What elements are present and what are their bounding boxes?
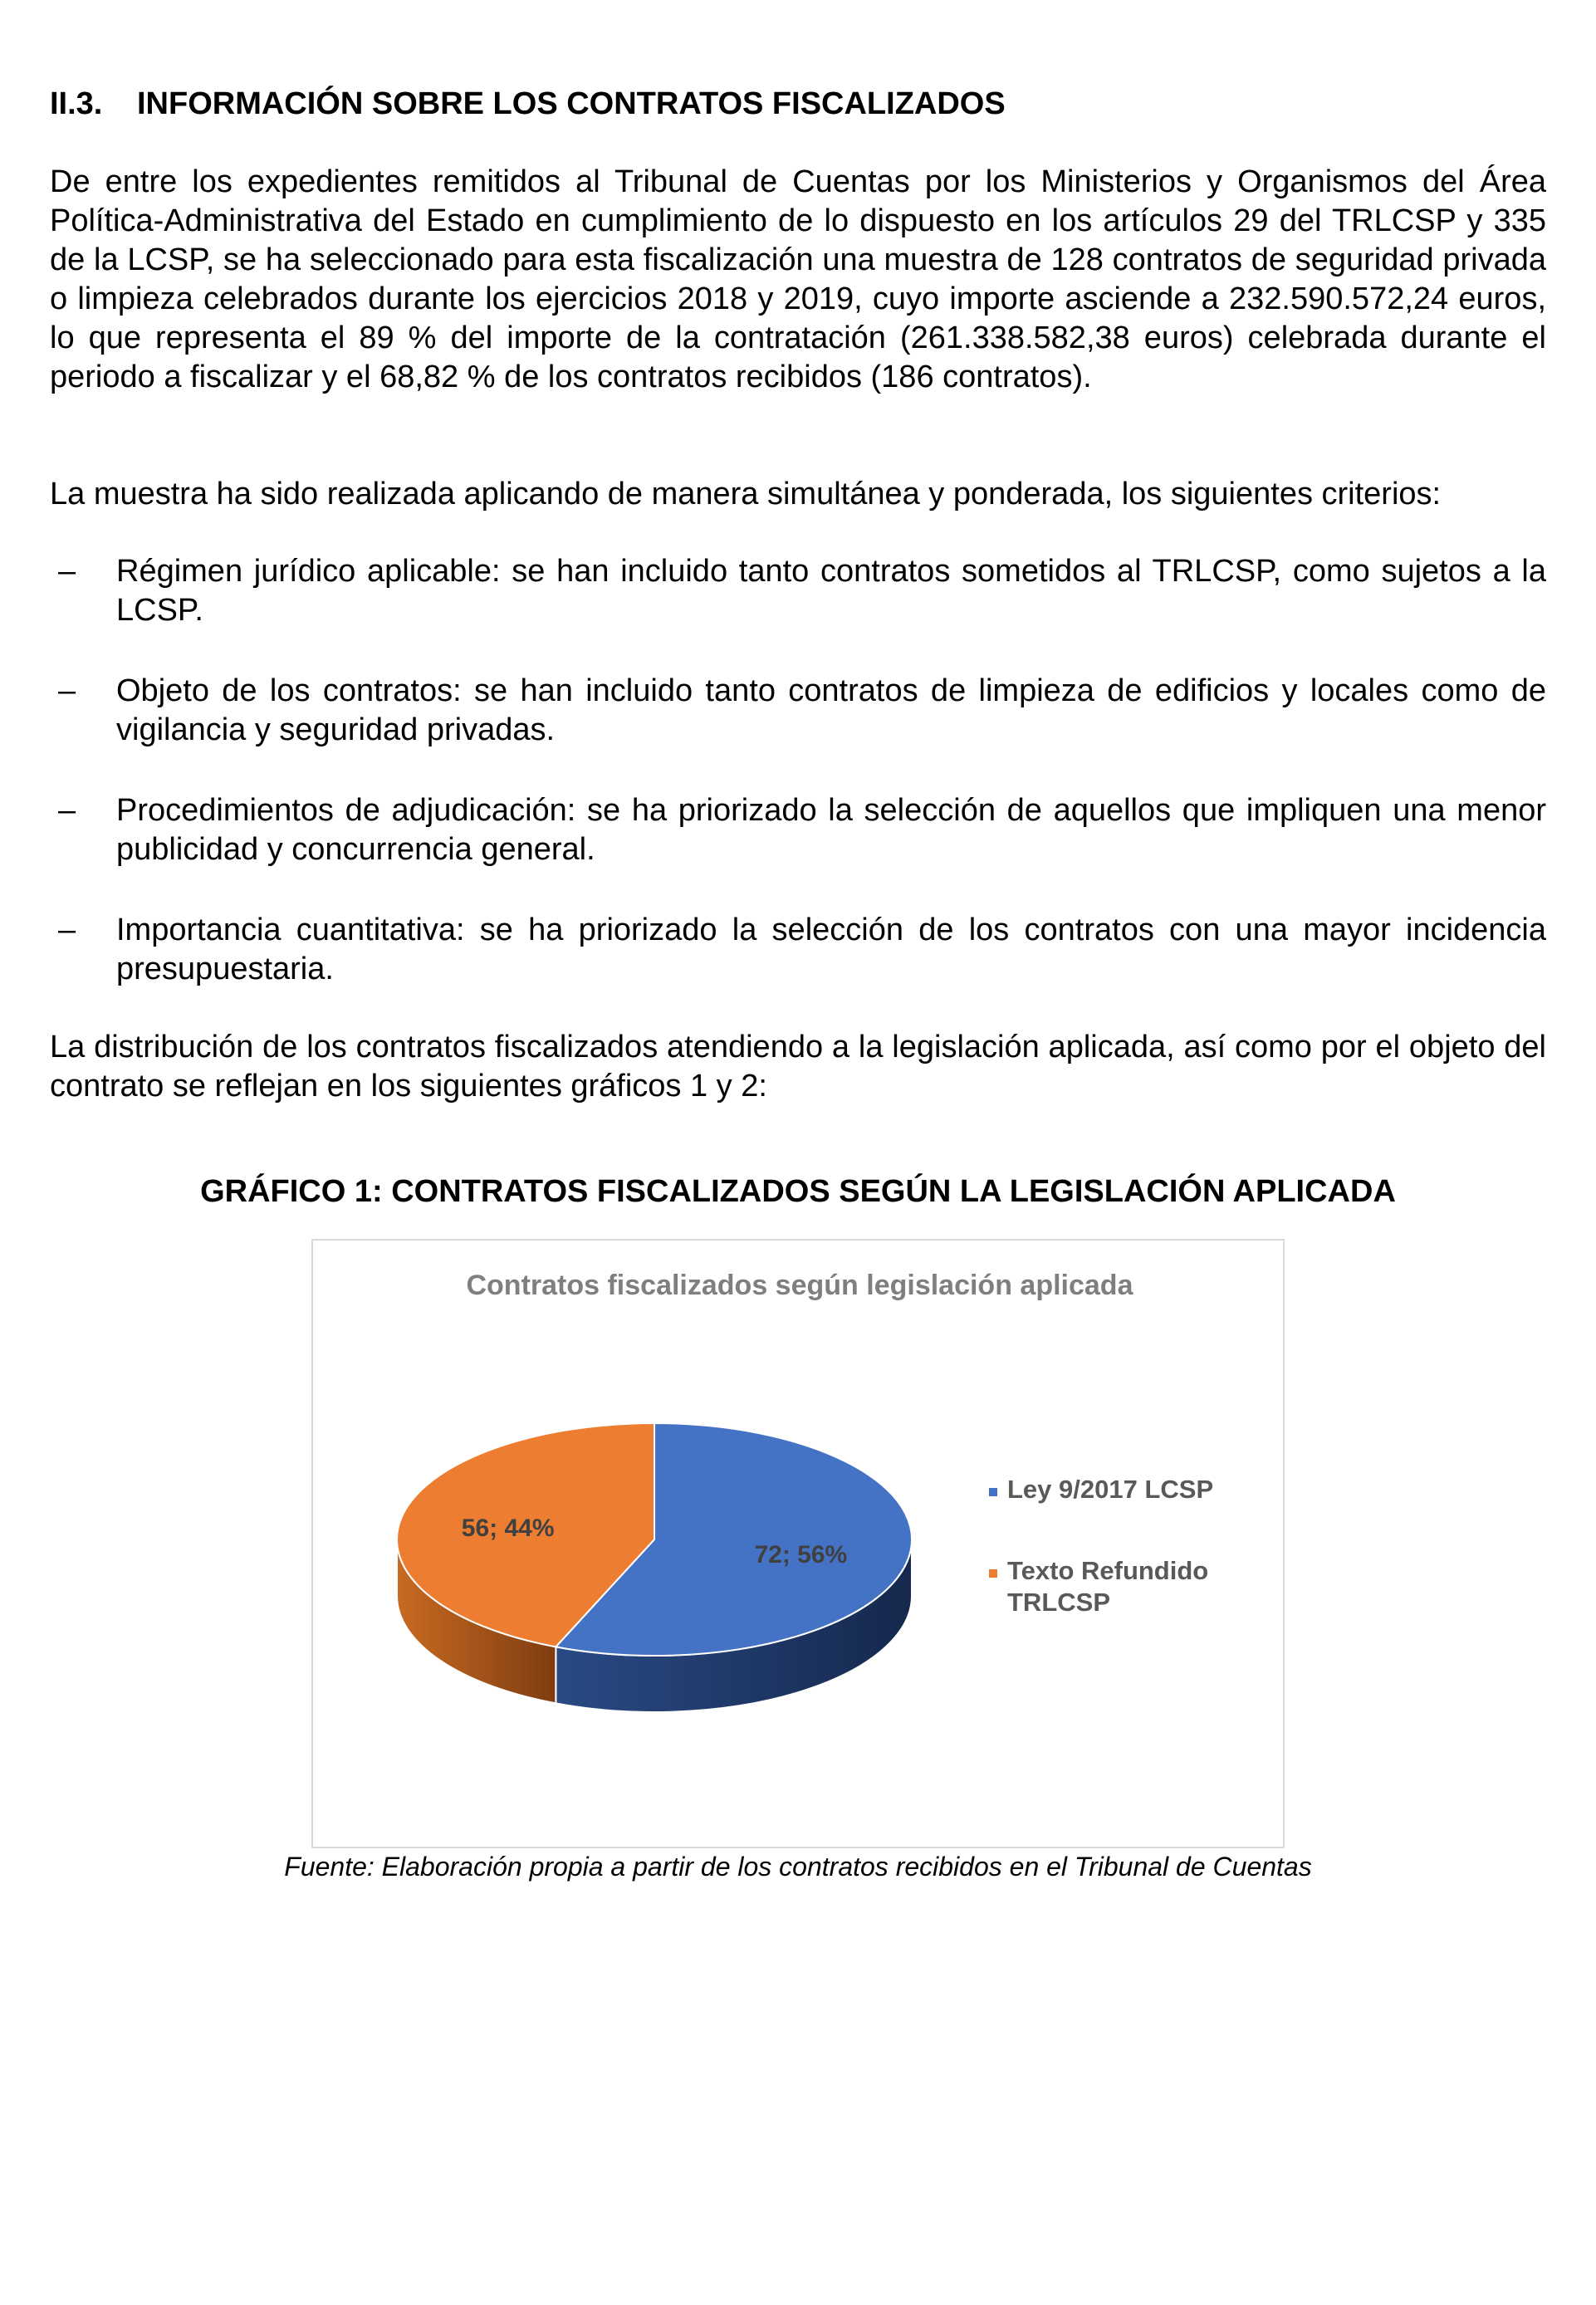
bullet-item <box>50 552 1546 630</box>
bullet-dash: – <box>58 554 76 589</box>
bullet-item <box>50 791 1546 869</box>
bullet-text: Régimen jurídico aplicable: se han incluido tanto contratos sometidos al TRLCSP, como sujetos a la LCSP. <box>116 554 1546 628</box>
data-label-texto-refundido-trlcsp: 56; 44% <box>461 1515 555 1543</box>
bullet-dash: – <box>58 913 76 947</box>
pie-chart-svg <box>313 1241 1286 1850</box>
section-heading <box>50 83 1006 125</box>
criteria-intro-paragraph: La muestra ha sido realizada aplicando de manera simultánea y ponderada, los siguientes criterios: <box>50 477 1442 511</box>
figure-caption: Fuente: Elaboración propia a partir de los contratos recibidos en el Tribunal de Cuentas <box>284 1852 1312 1882</box>
distribution-paragraph: La distribución de los contratos fiscalizados atendiendo a la legislación aplicada, así como por el objeto del contrato se reflejan en los siguientes gráficos 1 y 2: <box>50 1030 1546 1104</box>
bullet-text: Objeto de los contratos: se han incluido tanto contratos de limpieza de edificios y locales como de vigilancia y seguridad privadas. <box>116 673 1546 747</box>
bullet-text: Procedimientos de adjudicación: se ha priorizado la selección de aquellos que impliquen una menor publicidad y concurrencia general. <box>116 793 1546 867</box>
bullet-text: Importancia cuantitativa: se ha priorizado la selección de los contratos con una mayor incidencia presupuestaria. <box>116 913 1546 986</box>
bullet-dash: – <box>58 793 76 828</box>
legend-swatch-texto-refundido-trlcsp <box>989 1569 997 1578</box>
legend-label-texto-refundido-trlcsp: Texto Refundido TRLCSP <box>1007 1556 1209 1617</box>
bullet-item <box>50 672 1546 750</box>
pie-chart <box>311 1239 1285 1848</box>
data-label-ley-9-2017-lcsp: 72; 56% <box>754 1540 848 1568</box>
section-number: II.3. <box>50 86 103 121</box>
intro-paragraph: De entre los expedientes remitidos al Tribunal de Cuentas por los Ministerios y Organismos del Área Política-Administrativa del Estado en cumplimiento de lo dispuesto en los artículos 29 del TRLCSP y 335 de la LCSP, se ha seleccionado para esta fiscalización una muestra de 128 contratos de seguridad privada o limpieza celebrados durante los ejercicios 2018 y 2019, cuyo importe asciende a 232.590.572,24 euros, lo que representa el 89 % del importe de la contratación (261.338.582,38 euros) celebrada durante el periodo a fiscalizar y el 68,82 % de los contratos recibidos (186 contratos). <box>50 164 1546 394</box>
legend-label-ley-9-2017-lcsp: Ley 9/2017 LCSP <box>1007 1475 1214 1504</box>
pie-legend <box>989 1475 1213 1617</box>
section-title: INFORMACIÓN SOBRE LOS CONTRATOS FISCALIZADOS <box>137 86 1006 121</box>
legend-swatch-ley-9-2017-lcsp <box>989 1488 997 1496</box>
figure-title: GRÁFICO 1: CONTRATOS FISCALIZADOS SEGÚN LA LEGISLACIÓN APLICADA <box>200 1174 1396 1209</box>
bullet-item <box>50 911 1546 989</box>
chart-title: Contratos fiscalizados según legislación aplicada <box>466 1270 1133 1301</box>
bullet-dash: – <box>58 673 76 708</box>
